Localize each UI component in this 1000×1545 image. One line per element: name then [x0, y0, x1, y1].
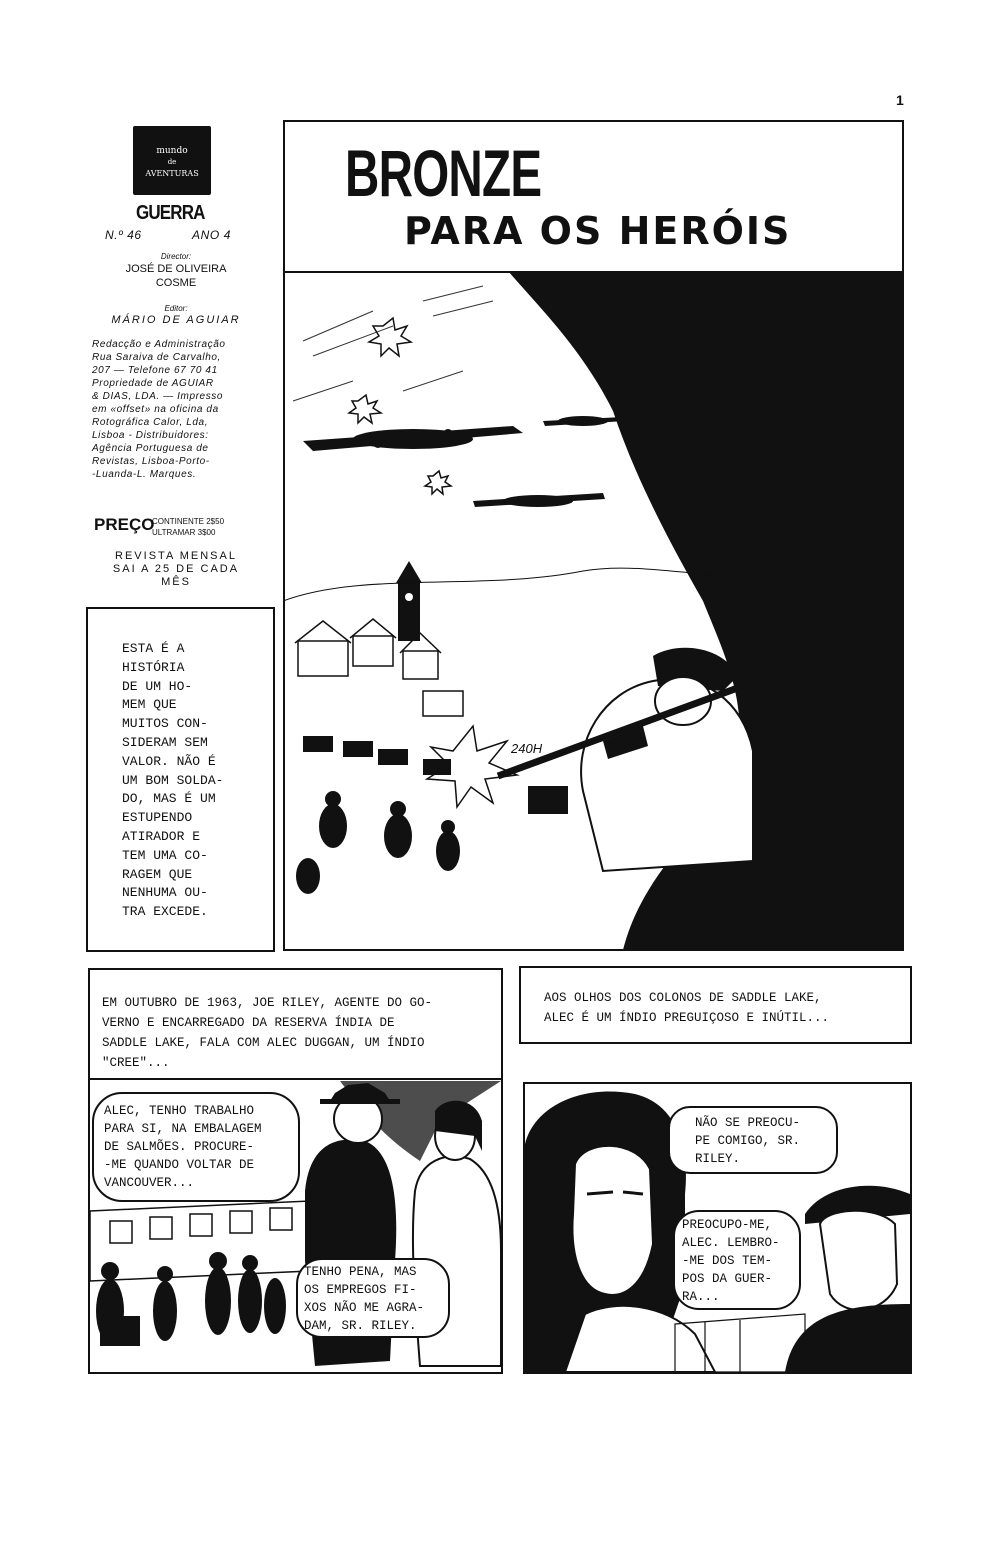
speech-line: RA... — [682, 1290, 720, 1304]
imprint-line: & DIAS, LDA. — Impresso — [92, 391, 224, 402]
logo-line: AVENTURAS — [145, 169, 199, 178]
imprint-line: Redacção e Administração — [92, 339, 226, 350]
editor-label: Editor: — [164, 304, 188, 313]
intro-line: SIDERAM SEM — [122, 734, 208, 750]
alec-shoulders — [565, 1306, 715, 1372]
intro-line: DO, MAS É UM — [122, 791, 216, 807]
intro-line: TEM UMA CO- — [122, 847, 208, 863]
intro-line: MUITOS CON- — [122, 716, 208, 732]
speech-line: ALEC, TENHO TRABALHO — [104, 1104, 255, 1118]
speech-line: VANCOUVER... — [104, 1176, 195, 1190]
caption-line: VERNO E ENCARREGADO DA RESERVA ÍNDIA DE — [102, 1016, 395, 1030]
imprint-line: Agência Portuguesa de — [92, 443, 209, 454]
editor-name: MÁRIO DE AGUIAR — [111, 314, 241, 326]
intro-line: VALOR. NÃO É — [122, 753, 216, 769]
frequency-block — [96, 550, 256, 589]
speech-line: PARA SI, NA EMBALAGEM — [104, 1122, 262, 1136]
intro-line: ESTUPENDO — [122, 810, 193, 826]
speech-line: NÃO SE PREOCU- — [695, 1116, 801, 1130]
sfx-label: 240H — [511, 741, 543, 756]
intro-line: ESTA É A — [122, 641, 185, 656]
caption-line: EM OUTUBRO DE 1963, JOE RILEY, AGENTE DO GO- — [102, 996, 433, 1010]
price-label: PREÇO — [94, 515, 155, 534]
intro-line: DE UM HO- — [122, 678, 193, 694]
series-name: GUERRA — [136, 202, 205, 224]
price-line: ULTRAMAR 3$00 — [152, 528, 216, 537]
alec-face — [572, 1146, 653, 1295]
caption-line: ALEC É UM ÍNDIO PREGUIÇOSO E INÚTIL... — [544, 1011, 830, 1025]
intro-line: ATIRADOR E — [122, 828, 201, 844]
story-subtitle: PARA OS HERÓIS — [404, 209, 792, 253]
logo-line: de — [167, 158, 177, 166]
speech-line: -ME DOS TEM- — [682, 1254, 773, 1268]
logo-line: mundo — [156, 146, 188, 156]
speech-riley-1-text — [104, 1102, 262, 1192]
imprint-line: Propriedade de AGUIAR — [92, 378, 214, 389]
director-label: Director: — [160, 252, 192, 261]
speech-riley-2-text — [682, 1216, 780, 1306]
director-name-line: COSME — [155, 277, 197, 289]
intro-line: NENHUMA OU- — [122, 885, 208, 901]
riley-closeup — [785, 1186, 910, 1372]
caption-line: "CREE"... — [102, 1056, 170, 1070]
frequency-line: MÊS — [161, 576, 191, 588]
imprint-block — [92, 338, 262, 481]
imprint-line: Lisboa - Distribuidores: — [92, 430, 209, 441]
intro-caption-text — [122, 640, 262, 922]
imprint-line: Rotográfica Calor, Lda, — [92, 417, 209, 428]
page-number: 1 — [896, 92, 904, 108]
splash-panel-artwork — [283, 271, 904, 951]
caption-right — [544, 988, 904, 1028]
speech-line: DAM, SR. RILEY. — [304, 1319, 417, 1333]
imprint-line: Rua Saraiva de Carvalho, — [92, 352, 221, 363]
frequency-line: REVISTA MENSAL — [115, 550, 237, 562]
intro-line: RAGEM QUE — [122, 866, 193, 882]
frequency-line: SAI A 25 DE CADA — [112, 563, 240, 575]
speech-line: DE SALMÕES. PROCURE- — [104, 1140, 255, 1154]
caption-divider — [88, 1078, 503, 1080]
speech-line: TENHO PENA, MAS — [304, 1265, 417, 1279]
year-number: ANO 4 — [192, 228, 232, 242]
crowd-silhouettes — [96, 1252, 286, 1346]
intro-line: HISTÓRIA — [122, 659, 185, 675]
publisher-logo-text — [133, 146, 211, 179]
intro-line: TRA EXCEDE. — [122, 904, 208, 920]
caption-line: SADDLE LAKE, FALA COM ALEC DUGGAN, UM ÍNDIO — [102, 1036, 425, 1050]
speech-line: -ME QUANDO VOLTAR DE — [104, 1158, 255, 1172]
speech-line: POS DA GUER- — [682, 1272, 773, 1286]
price-lines — [152, 516, 224, 538]
intro-line: UM BOM SOLDA- — [122, 772, 224, 788]
speech-alec-1-text — [304, 1263, 424, 1335]
issue-number: N.º 46 — [105, 228, 142, 242]
speech-line: ALEC. LEMBRO- — [682, 1236, 780, 1250]
intro-line: MEM QUE — [122, 697, 177, 713]
price-line: CONTINENTE 2$50 — [152, 517, 225, 526]
caption-left — [102, 993, 492, 1073]
imprint-line: Revistas, Lisboa-Porto- — [92, 456, 210, 467]
speech-alec-2-text — [695, 1114, 800, 1168]
director-name-line: JOSÉ DE OLIVEIRA — [125, 263, 227, 275]
imprint-line: em «offset» na oficina da — [92, 404, 219, 415]
speech-line: XOS NÃO ME AGRA- — [304, 1301, 425, 1315]
imprint-line: 207 — Telefone 67 70 41 — [92, 365, 218, 376]
caption-line: AOS OLHOS DOS COLONOS DE SADDLE LAKE, — [544, 991, 822, 1005]
train-cars — [90, 1201, 310, 1281]
imprint-line: -Luanda-L. Marques. — [92, 469, 197, 480]
speech-line: PE COMIGO, SR. — [695, 1134, 801, 1148]
speech-line: RILEY. — [695, 1152, 741, 1166]
speech-line: OS EMPREGOS FI- — [304, 1283, 417, 1297]
speech-line: PREOCUPO-ME, — [682, 1218, 773, 1232]
story-title: BRONZE — [345, 136, 542, 210]
